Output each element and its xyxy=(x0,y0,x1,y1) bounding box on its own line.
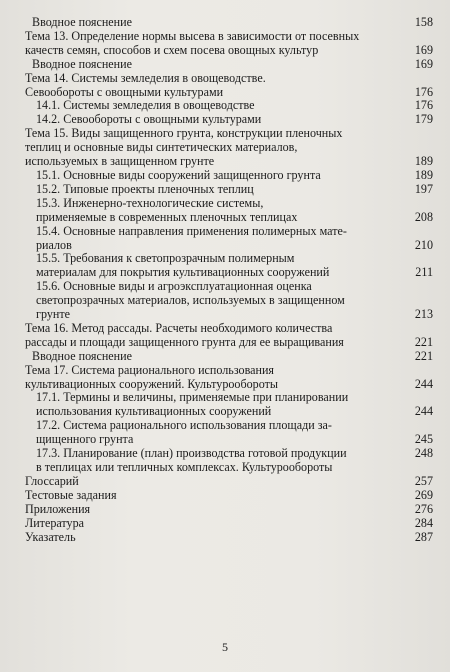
toc-entry xyxy=(25,197,433,225)
toc-entry-line: светопрозрачных материалов, используемых в защищенном xyxy=(36,293,345,308)
toc-entry-line: рассады и площади защищенного грунта для ее выращивания xyxy=(25,334,344,349)
toc-entry-line: Тема 15. Виды защищенного грунта, конструкции пленочных xyxy=(25,126,343,141)
toc-entry xyxy=(25,99,433,113)
toc-entry xyxy=(25,350,433,364)
toc-entry xyxy=(25,503,433,517)
toc-page-number: 245 xyxy=(414,432,433,447)
toc-entry xyxy=(25,280,433,322)
toc-page-number: 221 xyxy=(414,348,433,363)
toc-page-number: 213 xyxy=(414,307,433,322)
toc-entry xyxy=(25,252,433,280)
toc-page-number: 211 xyxy=(415,265,433,280)
toc-page-number: 276 xyxy=(414,501,433,516)
toc-entry-line: 15.1. Основные виды сооружений защищенного грунта xyxy=(36,167,321,182)
toc-entry-line: 14.2. Севообороты с овощными культурами xyxy=(36,112,262,127)
toc-page-number: 257 xyxy=(414,473,433,488)
toc-entry xyxy=(25,322,433,350)
toc-entry xyxy=(25,364,433,392)
toc-page-number: 189 xyxy=(414,167,433,182)
toc-entry xyxy=(25,72,433,100)
toc-entry-line: 17.3. Планирование (план) производства готовой продукции xyxy=(36,446,347,461)
toc-page-number: 176 xyxy=(414,98,433,113)
toc-page-number: 158 xyxy=(414,15,433,29)
toc-entry-line: 15.6. Основные виды и агроэксплуатационная оценка xyxy=(36,279,312,294)
toc-page-number: 221 xyxy=(414,334,433,349)
page-number: 5 xyxy=(222,640,228,654)
toc-entry-line: 15.2. Типовые проекты пленочных теплиц xyxy=(36,181,254,196)
toc-entry xyxy=(25,183,433,197)
toc-entry xyxy=(25,489,433,503)
toc-entry-line: Тема 16. Метод рассады. Расчеты необходимого количества xyxy=(25,320,333,335)
toc-entry-line: 15.5. Требования к светопрозрачным полимерным xyxy=(36,251,295,266)
toc-page-number: 208 xyxy=(414,209,433,224)
toc-entry xyxy=(25,475,433,489)
toc-entry-line: 14.1. Системы земледелия в овощеводстве xyxy=(36,98,255,113)
toc-entry-line: использования культивационных сооружений xyxy=(36,404,272,419)
toc-entry-line: 17.2. Система рационального использования площади за- xyxy=(36,418,332,433)
toc-entry-line: Тема 13. Определение нормы высева в зависимости от посевных xyxy=(25,28,360,43)
toc-entry-line: Глоссарий xyxy=(25,473,79,488)
toc-entry xyxy=(25,30,433,58)
toc-entry-line: 15.3. Инженерно-технологические системы, xyxy=(36,195,264,210)
toc-entry-line: Литература xyxy=(25,515,85,530)
toc-entry xyxy=(25,169,433,183)
toc-entry xyxy=(25,113,433,127)
toc-entry-line: риалов xyxy=(36,237,72,252)
toc-entry-line: грунте xyxy=(36,307,71,322)
toc-entry xyxy=(25,517,433,531)
toc-page-number: 244 xyxy=(414,376,433,391)
toc-page-number: 179 xyxy=(414,112,433,127)
toc-entry xyxy=(25,391,433,419)
toc-entry-line: Севообороты с овощными культурами xyxy=(25,84,224,99)
toc-entry-line: применяемые в современных пленочных теплицах xyxy=(36,209,298,224)
toc-page-number: 189 xyxy=(414,154,433,169)
toc-page-number: 248 xyxy=(414,446,433,461)
toc-entry xyxy=(25,225,433,253)
toc-page-number: 269 xyxy=(414,487,433,502)
toc-page-number: 210 xyxy=(414,237,433,252)
toc-entry xyxy=(25,531,433,545)
toc-entry-line: Указатель xyxy=(25,529,76,544)
toc-entry-line: материалам для покрытия культивационных сооружений xyxy=(36,265,330,280)
toc-entry-line: 15.4. Основные направления применения полимерных мате- xyxy=(36,223,347,238)
toc-entry-line: качеств семян, способов и схем посева овощных культур xyxy=(25,42,319,57)
toc-entry xyxy=(25,58,433,72)
toc-entry xyxy=(25,16,433,30)
toc-entry-line: культивационных сооружений. Культурообороты xyxy=(25,376,278,391)
toc-entry-line: Вводное пояснение xyxy=(32,56,132,71)
toc-entry-line: 17.1. Термины и величины, применяемые при планировании xyxy=(36,390,349,405)
toc-page-number: 176 xyxy=(414,84,433,99)
toc-entry-line: используемых в защищенном грунте xyxy=(25,154,215,169)
toc-page-number: 287 xyxy=(414,529,433,544)
toc-entry-line: теплиц и основные виды синтетических материалов, xyxy=(25,140,298,155)
toc-entry-line: Вводное пояснение xyxy=(32,348,132,363)
toc-page-number: 197 xyxy=(414,181,433,196)
toc-entry-line: Вводное пояснение xyxy=(32,15,132,29)
toc-page-number: 169 xyxy=(414,56,433,71)
toc-entry-line: Тема 17. Система рационального использования xyxy=(25,362,274,377)
toc-entry-line: в теплицах или тепличных комплексах. Культурообороты xyxy=(36,460,333,474)
toc-entry-line: Приложения xyxy=(25,501,91,516)
toc-page-number: 284 xyxy=(414,515,433,530)
table-of-contents xyxy=(25,16,433,544)
toc-page-number: 244 xyxy=(414,404,433,419)
toc-entry xyxy=(25,127,433,169)
toc-entry-line: Тестовые задания xyxy=(25,487,117,502)
toc-entry xyxy=(25,447,433,475)
toc-entry-line: щищенного грунта xyxy=(36,432,134,447)
toc-entry xyxy=(25,419,433,447)
toc-page-number: 169 xyxy=(414,42,433,57)
toc-entry-line: Тема 14. Системы земледелия в овощеводстве. xyxy=(25,70,266,85)
